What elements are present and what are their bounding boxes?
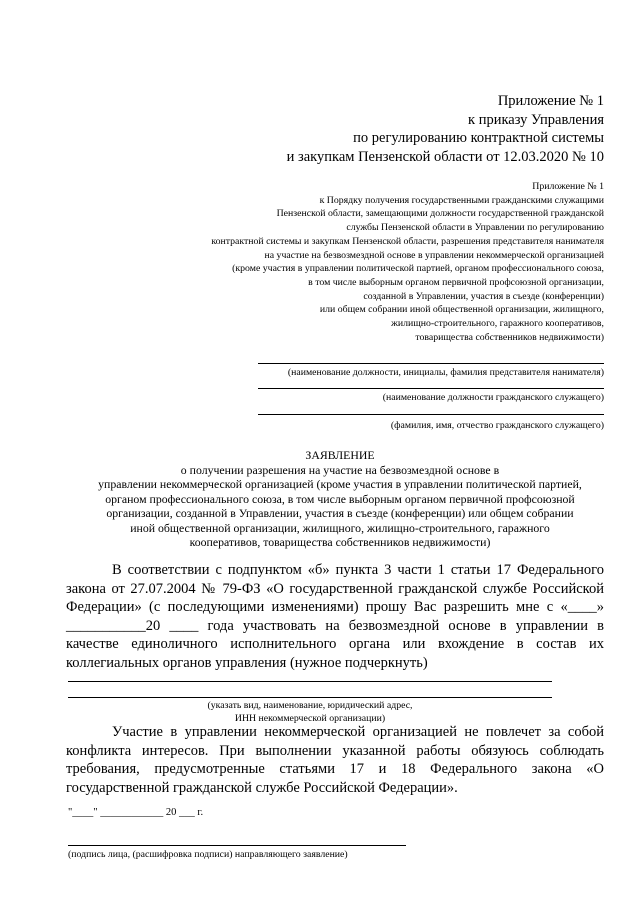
employer-caption: (наименование должности, инициалы, фамилия представителя нанимателя)	[287, 367, 604, 378]
name-caption: (фамилия, имя, отчество гражданского служащего)	[390, 420, 604, 431]
appendix-2-line: Приложение № 1	[532, 181, 604, 192]
appendix-2-line: или общем собрании иной общественной организации, жилищного,	[319, 304, 604, 316]
organization-fill-line-2[interactable]	[68, 697, 552, 698]
signature-fill-line[interactable]	[68, 845, 406, 846]
appendix-2-block	[211, 180, 604, 344]
request-paragraph-block	[66, 561, 604, 673]
appendix-1-line: и закупкам Пензенской области от 12.03.2020 № 10	[286, 148, 604, 165]
position-fill-line[interactable]	[258, 388, 604, 389]
employer-fill-line[interactable]	[258, 363, 604, 364]
statement-title-block	[40, 448, 640, 550]
statement-subtitle-line: управлении некоммерческой организацией (кроме участия в управлении политической партией,	[98, 477, 582, 491]
organization-fill-line-1[interactable]	[68, 681, 552, 682]
organization-caption-line: (указать вид, наименование, юридический адрес,	[207, 700, 413, 711]
appendix-2-line: товарищества собственников недвижимости)	[415, 331, 604, 343]
appendix-2-line: службы Пензенской области в Управлении по регулированию	[346, 222, 604, 234]
appendix-1-line: к приказу Управления	[468, 111, 604, 128]
statement-subtitle-line: кооперативов, товарищества собственников недвижимости)	[189, 535, 491, 549]
appendix-1-line: Приложение № 1	[497, 93, 604, 109]
conflict-paragraph-block	[66, 723, 604, 797]
request-paragraph: В соответствии с подпунктом «б» пункта 3 части 1 статьи 17 Федерального закона от 27.07.2004 № 79-ФЗ «О государственной гражданской службе Российской Федерации» (с последующими изменениями) прошу Вас разрешить мне с «____» ___________20 ____ года участвовать на безвозмездной основе в управлении в качестве единоличного исполнительного органа или вхождение в состав их коллегиальных органов управления (нужное подчеркнуть)	[66, 562, 604, 671]
organization-caption	[68, 699, 552, 725]
appendix-2-line: к Порядку получения государственными гражданскими служащими	[319, 194, 604, 206]
signature-caption: (подпись лица, (расшифровка подписи) направляющего заявление)	[68, 849, 348, 860]
appendix-1-block	[287, 92, 604, 166]
appendix-2-line: созданной в Управлении, участия в съезде (конференции)	[363, 290, 604, 302]
appendix-2-line: контрактной системы и закупкам Пензенской области, разрешения представителя нанимателя	[211, 235, 604, 247]
date-field[interactable]: "____" ____________ 20 ___ г.	[68, 807, 204, 818]
statement-heading: ЗАЯВЛЕНИЕ	[305, 448, 375, 462]
statement-subtitle-line: иной общественной организации, жилищного, жилищно-строительного, гаражного	[130, 520, 550, 535]
position-caption: (наименование должности гражданского служащего)	[382, 392, 604, 403]
statement-subtitle-line: организации, созданной в Управлении, участия в съезде (конференции) или общем собрании	[106, 506, 574, 520]
appendix-2-line: Пензенской области, замещающими должности государственной гражданской	[276, 208, 604, 220]
name-fill-line[interactable]	[258, 414, 604, 415]
appendix-2-line: на участие на безвозмездной основе в управлении некоммерческой организацией	[264, 249, 604, 261]
conflict-paragraph: Участие в управлении некоммерческой организацией не повлечет за собой конфликта интересов. При выполнении указанной работы обязуюсь соблюдать требования, предусмотренные статьями 17 и 18 Федерального закона «О государственной гражданской службе Российской Федерации».	[66, 724, 604, 796]
organization-caption-line: ИНН некоммерческой организации)	[234, 713, 386, 724]
statement-subtitle-line: органом профессионального союза, в том числе выборным органом первичной профсоюзной	[105, 491, 575, 506]
appendix-2-line: жилищно-строительного, гаражного кооперативов,	[391, 318, 604, 330]
appendix-1-line: по регулированию контрактной системы	[353, 130, 604, 146]
statement-subtitle-line: о получении разрешения на участие на безвозмездной основе в	[180, 462, 500, 477]
appendix-2-line: (кроме участия в управлении политической партией, органом профессионального союза,	[232, 263, 604, 275]
appendix-2-line: в том числе выборным органом первичной профсоюзной организации,	[308, 276, 604, 288]
